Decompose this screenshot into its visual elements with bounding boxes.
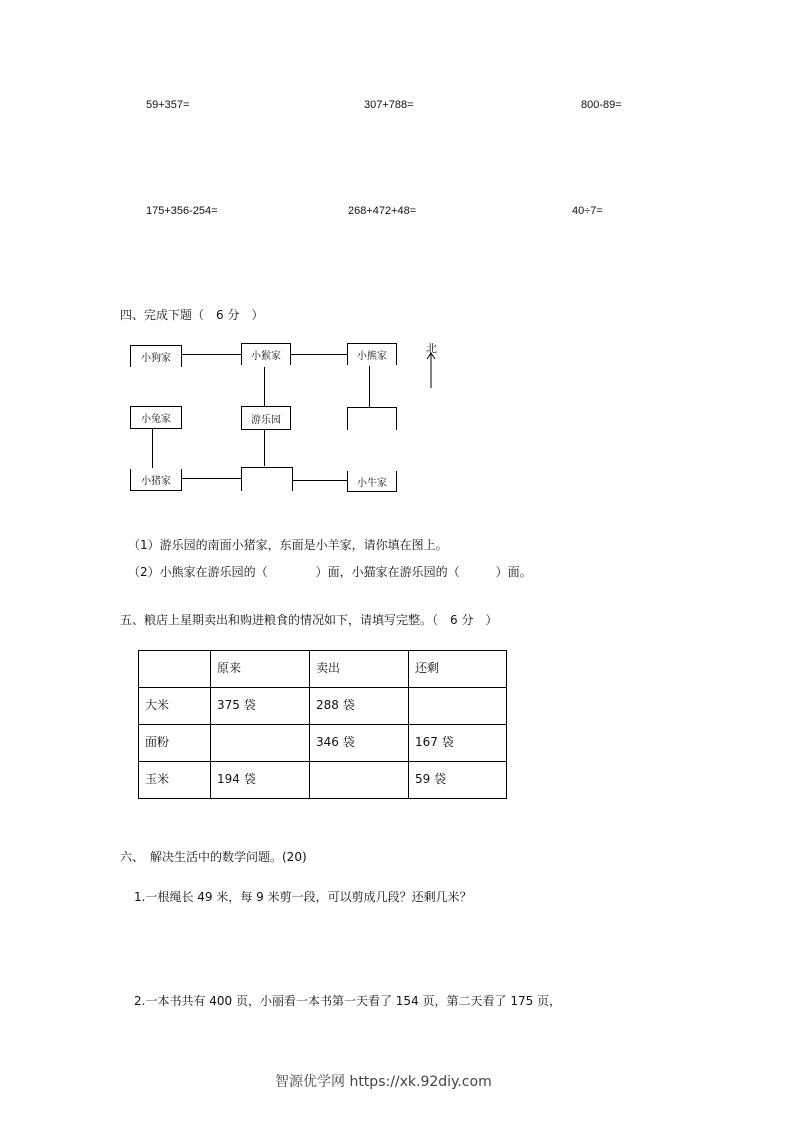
section-5-title: 五、粮店上星期卖出和购进粮食的情况如下，请填写完整。（ 6 分 ） bbox=[120, 613, 498, 627]
table-cell: 194 袋 bbox=[211, 762, 310, 799]
home-box-top-middle bbox=[241, 343, 291, 365]
table-cell: 288 袋 bbox=[310, 688, 409, 725]
problem-2: 2.一本书共有 400 页，小丽看一本书第一天看了 154 页，第二天看了 175 页， bbox=[134, 994, 562, 1008]
table-cell-blank[interactable] bbox=[211, 725, 310, 762]
map-line bbox=[369, 366, 370, 407]
equation-4: 175+356-254= bbox=[146, 205, 218, 217]
table-cell: 面粉 bbox=[139, 725, 211, 762]
table-row bbox=[139, 725, 507, 762]
map-line bbox=[264, 367, 265, 406]
map-line bbox=[264, 429, 265, 466]
question-4-1: （1）游乐园的南面小猪家，东面是小羊家，请你填在图上。 bbox=[128, 538, 448, 552]
home-box-bottom-right bbox=[347, 471, 397, 492]
home-box-top-right bbox=[347, 343, 397, 365]
home-label: 小狗家 bbox=[141, 353, 171, 364]
home-label: 小熊家 bbox=[357, 351, 387, 362]
home-label: 小兔家 bbox=[141, 414, 171, 425]
section-6-title: 六、 解决生活中的数学问题。(20) bbox=[120, 850, 307, 864]
table-cell-blank[interactable] bbox=[310, 762, 409, 799]
table-cell: 59 袋 bbox=[409, 762, 507, 799]
home-box-bottom-left bbox=[130, 469, 182, 491]
map-line bbox=[181, 478, 241, 479]
map-line bbox=[152, 428, 153, 468]
equation-3: 800-89= bbox=[581, 99, 622, 111]
table-header-cell: 卖出 bbox=[310, 651, 409, 688]
table-cell: 大米 bbox=[139, 688, 211, 725]
equation-6: 40÷7= bbox=[572, 205, 603, 217]
table-header-cell: 原来 bbox=[211, 651, 310, 688]
equation-5: 268+472+48= bbox=[348, 205, 417, 217]
table-cell: 346 袋 bbox=[310, 725, 409, 762]
table-cell: 375 袋 bbox=[211, 688, 310, 725]
north-label: 北 bbox=[426, 342, 437, 355]
north-arrow-icon bbox=[424, 350, 438, 390]
question-4-2: （2）小熊家在游乐园的（ ）面，小猫家在游乐园的（ ）面。 bbox=[128, 565, 532, 579]
map-line bbox=[290, 354, 347, 355]
table-cell: 167 袋 bbox=[409, 725, 507, 762]
home-label: 小牛家 bbox=[357, 477, 387, 489]
empty-box-middle-right bbox=[347, 407, 397, 430]
park-box bbox=[241, 406, 291, 430]
home-box-top-left bbox=[130, 345, 182, 367]
equation-2: 307+788= bbox=[364, 99, 414, 111]
table-header-row bbox=[139, 651, 507, 688]
map-line bbox=[181, 354, 241, 355]
home-label: 小猴家 bbox=[251, 351, 281, 362]
table-header-cell bbox=[139, 651, 211, 688]
table-cell-blank[interactable] bbox=[409, 688, 507, 725]
empty-box-bottom-middle bbox=[241, 467, 293, 491]
section-4-title: 四、完成下题（ 6 分 ） bbox=[120, 308, 264, 322]
table-row bbox=[139, 762, 507, 799]
footer-watermark[interactable]: 智源优学网 https://xk.92diy.com bbox=[275, 1074, 492, 1090]
problem-1: 1.一根绳长 49 米，每 9 米剪一段，可以剪成几段？还剩几米？ bbox=[134, 890, 472, 904]
park-label: 游乐园 bbox=[251, 414, 281, 426]
table-cell: 玉米 bbox=[139, 762, 211, 799]
map-line bbox=[292, 480, 347, 481]
home-box-middle-left bbox=[130, 406, 182, 429]
grain-table bbox=[138, 650, 507, 799]
table-header-cell: 还剩 bbox=[409, 651, 507, 688]
home-label: 小猪家 bbox=[141, 476, 171, 487]
table-row bbox=[139, 688, 507, 725]
equation-1: 59+357= bbox=[146, 99, 190, 111]
